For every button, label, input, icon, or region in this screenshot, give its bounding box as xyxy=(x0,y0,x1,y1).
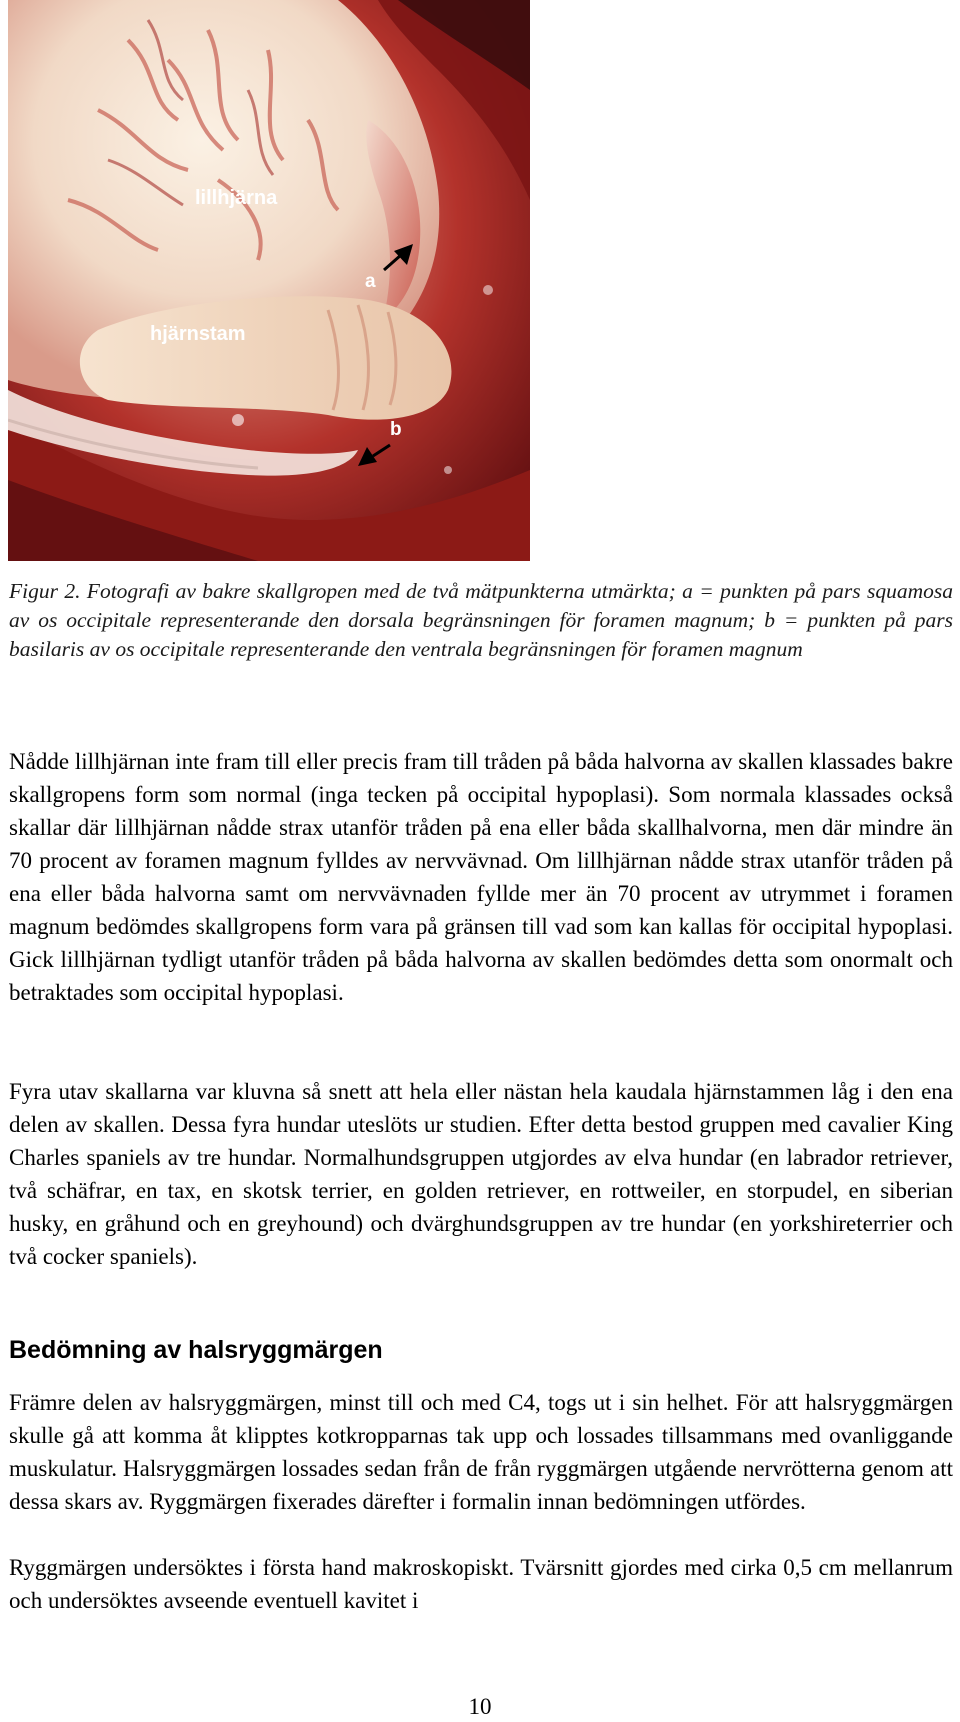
figure-photo xyxy=(8,0,530,561)
posterior-fossa-photo xyxy=(8,0,530,561)
paragraph-groups: Fyra utav skallarna var kluvna så snett att hela eller nästan hela kaudala hjärnstammen låg i den ena delen av skallen. Dessa fyra hundar uteslöts ur studien. Efter detta bestod gruppen med cavalier King Charles spaniels av tre hundar. Normalhundsgruppen utgjordes av elva hundar (en labrador retriever, två schäfrar, en tax, en skotsk terrier, en golden retriever, en rottweiler, en storpudel, en siberian husky, en gråhund och en greyhound) och dvärghundsgruppen av tre hundar (en yorkshireterrier och två cocker spaniels). xyxy=(9,1079,953,1269)
section-heading: Bedömning av halsryggmärgen xyxy=(9,1336,383,1364)
paragraph-classification: Nådde lillhjärnan inte fram till eller precis fram till tråden på båda halvorna av skallen klassades bakre skallgropens form som normal (inga tecken på occipital hypoplasi). Som normala klassades också skallar där lillhjärnan nådde strax utanför tråden på ena eller båda skallhalvorna, men där mindre än 70 procent av foramen magnum fylldes av nervvävnad. Om lillhjärnan nådde strax utanför tråden på ena eller båda halvorna samt om nervvävnaden fyllde mer än 70 procent av utrymmet i foramen magnum bedömdes skallgropens form vara på gränsen till vad som kan kallas för occipital hypoplasi. Gick lillhjärnan tydligt utanför tråden på båda halvorna av skallen bedömdes detta som onormalt och betraktades som occipital hypoplasi. xyxy=(9,749,953,1005)
page-number: 10 xyxy=(468,1694,492,1719)
label-brainstem: hjärnstam xyxy=(150,323,246,345)
label-point-b: b xyxy=(390,419,402,440)
label-point-a: a xyxy=(365,271,376,292)
paragraph-spinal-cord-removal: Främre delen av halsryggmärgen, minst till och med C4, togs ut i sin helhet. För att halsryggmärgen skulle gå att komma åt klipptes kotkropparnas tak upp och lossades tillsammans med ovanliggande muskulatur. Halsryggmärgen lossades sedan från de från ryggmärgen utgående nervrötterna genom att dessa skars av. Ryggmärgen fixerades därefter i formalin innan bedömningen utfördes. xyxy=(9,1390,953,1514)
figure-caption: Figur 2. Fotografi av bakre skallgropen med de två mätpunkterna utmärkta; a = punkten på pars squamosa av os occipitale representerande den dorsala begränsningen för foramen magnum; b = punkten på pars basilaris av os occipitale representerande den ventrala begränsningen för foramen magnum xyxy=(9,579,953,661)
label-cerebellum: lillhjärna xyxy=(195,187,278,209)
paragraph-spinal-cord-examination: Ryggmärgen undersöktes i första hand makroskopiskt. Tvärsnitt gjordes med cirka 0,5 cm mellanrum och undersöktes avseende eventuell kavitet i xyxy=(9,1555,953,1613)
